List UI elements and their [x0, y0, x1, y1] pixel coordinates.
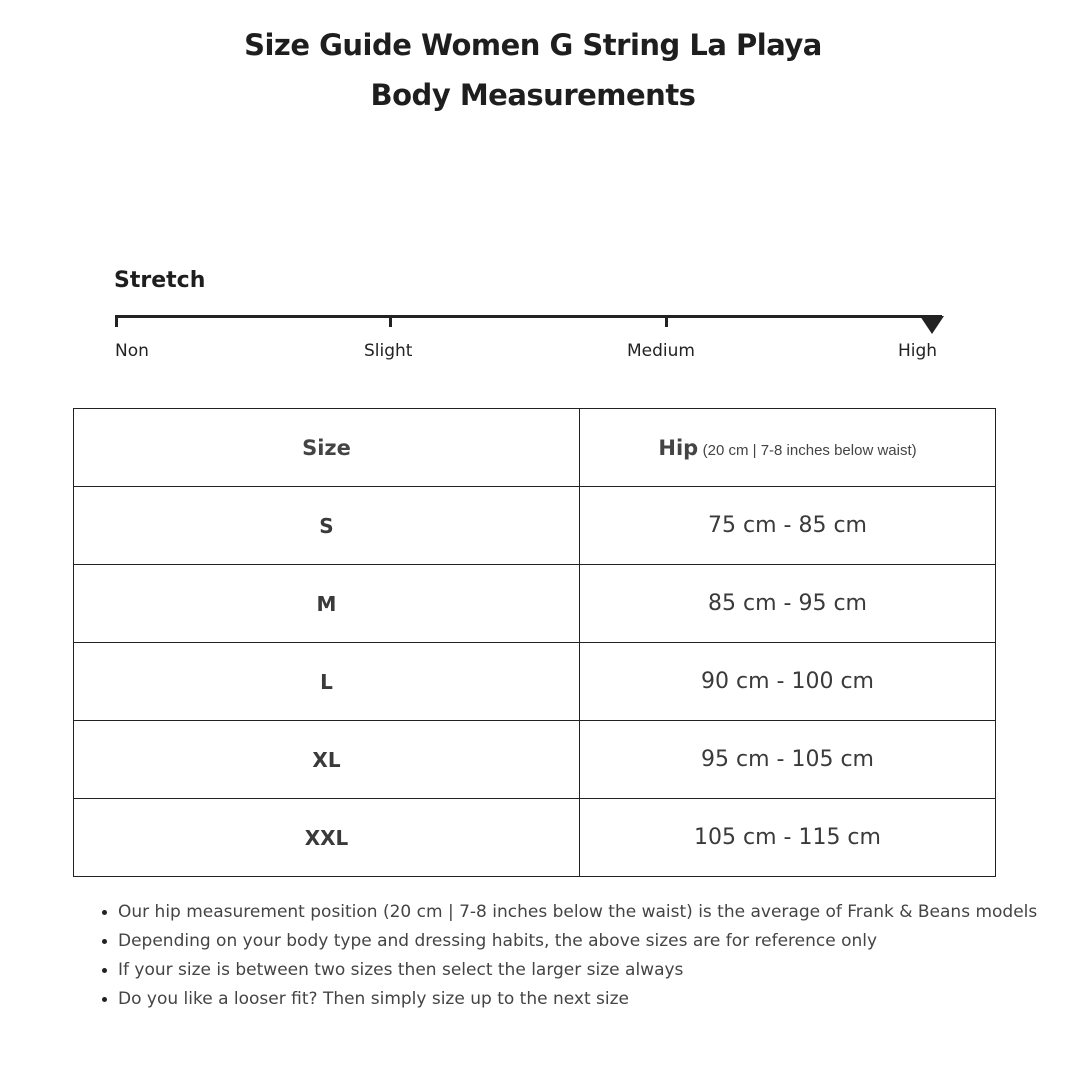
- hip-cell: 90 cm - 100 cm: [580, 643, 996, 721]
- size-cell: XL: [74, 721, 580, 799]
- table-row: [74, 487, 996, 565]
- page-subtitle: Body Measurements: [370, 78, 696, 112]
- page-title: Size Guide Women G String La Playa: [244, 28, 822, 62]
- note-item: • Depending on your body type and dressing habits, the above sizes are for reference only: [118, 927, 1038, 955]
- table-row: [74, 721, 996, 799]
- note-item: • Our hip measurement position (20 cm | 7-8 inches below the waist) is the average of Frank & Beans models: [118, 898, 1038, 926]
- hip-cell: 95 cm - 105 cm: [580, 721, 996, 799]
- hip-header-note: (20 cm | 7-8 inches below waist): [702, 441, 917, 459]
- stretch-scale-line: [115, 315, 942, 318]
- size-cell: XXL: [74, 799, 580, 877]
- hip-cell: 105 cm - 115 cm: [580, 799, 996, 877]
- hip-cell: 85 cm - 95 cm: [580, 565, 996, 643]
- stretch-level-medium: Medium: [627, 341, 695, 361]
- table-row: [74, 565, 996, 643]
- size-cell: M: [74, 565, 580, 643]
- table-header-row: [74, 409, 996, 487]
- size-table: [73, 408, 996, 877]
- stretch-tick-medium: [665, 315, 668, 327]
- hip-column-header: [580, 409, 996, 487]
- stretch-level-high: High: [898, 341, 938, 361]
- stretch-selected-marker-icon: [920, 316, 944, 334]
- note-item: • Do you like a looser fit? Then simply size up to the next size: [118, 985, 1038, 1013]
- size-header-label: Size: [302, 435, 351, 460]
- stretch-tick-non: [115, 315, 118, 327]
- size-cell: L: [74, 643, 580, 721]
- hip-cell: 75 cm - 85 cm: [580, 487, 996, 565]
- stretch-level-slight: Slight: [364, 341, 413, 361]
- table-row: [74, 643, 996, 721]
- size-column-header: [74, 409, 580, 487]
- stretch-level-non: Non: [115, 341, 149, 361]
- size-cell: S: [74, 487, 580, 565]
- hip-header-label: Hip: [658, 435, 699, 460]
- note-item: • If your size is between two sizes then select the larger size always: [118, 956, 1038, 984]
- notes-list: [96, 898, 1038, 1014]
- stretch-tick-slight: [389, 315, 392, 327]
- stretch-label: Stretch: [114, 268, 206, 293]
- table-row: [74, 799, 996, 877]
